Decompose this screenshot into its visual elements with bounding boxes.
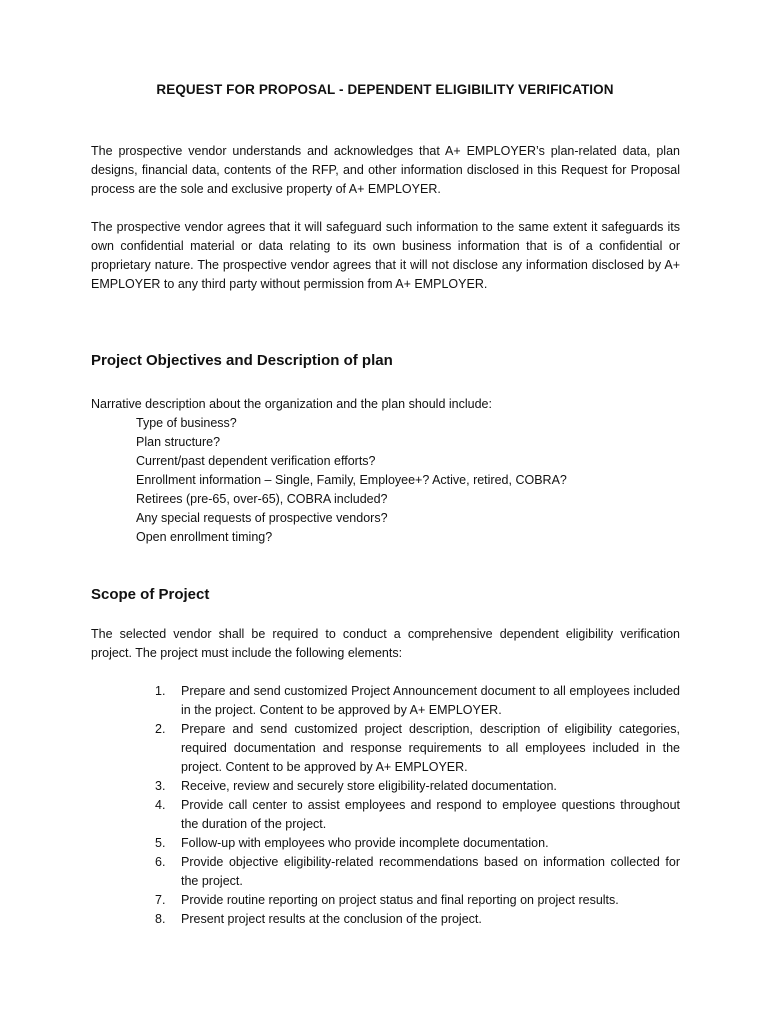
list-item: Any special requests of prospective vendors? [136,511,388,525]
item-number: 1. [155,684,166,698]
item-text: Provide routine reporting on project status and final reporting on project results. [181,893,619,907]
scope-elements-list [155,682,680,929]
item-number: 8. [155,912,166,926]
list-item [155,834,680,853]
scope-intro: The selected vendor shall be required to conduct a comprehensive dependent eligibility verification project. The project must include the following elements: [91,627,680,660]
item-number: 4. [155,798,166,812]
item-number: 5. [155,836,166,850]
item-number: 2. [155,722,166,736]
narrative-intro: Narrative description about the organization and the plan should include: [91,397,492,411]
document-title: REQUEST FOR PROPOSAL - DEPENDENT ELIGIBILITY VERIFICATION [156,82,614,97]
item-text: Receive, review and securely store eligibility-related documentation. [181,779,557,793]
list-item [155,682,680,720]
item-text: Present project results at the conclusion of the project. [181,912,482,926]
item-text: Prepare and send customized Project Announcement document to all employees included in the project. Content to be approved by A+ EMPLOYER. [181,684,680,717]
list-item: Enrollment information – Single, Family, Employee+? Active, retired, COBRA? [136,473,567,487]
item-number: 7. [155,893,166,907]
list-item [155,891,680,910]
scope-heading: Scope of Project [91,586,210,603]
confidentiality-paragraph-2: The prospective vendor agrees that it will safeguard such information to the same extent it safeguards its own confidential material or data relating to its own business information that is of a confidential or proprietary nature. The prospective vendor agrees that it will not disclose any information disclosed by A+ EMPLOYER to any third party without permission from A+ EMPLOYER. [91,220,680,291]
list-item [155,720,680,777]
list-item [155,777,680,796]
item-number: 6. [155,855,166,869]
list-item [155,853,680,891]
objectives-heading: Project Objectives and Description of plan [91,352,393,369]
item-number: 3. [155,779,166,793]
list-item [155,910,680,929]
list-item [155,796,680,834]
list-item: Open enrollment timing? [136,530,273,544]
list-item: Retirees (pre-65, over-65), COBRA included? [136,492,388,506]
list-item: Plan structure? [136,435,221,449]
list-item: Type of business? [136,416,237,430]
item-text: Follow-up with employees who provide incomplete documentation. [181,836,549,850]
item-text: Provide objective eligibility-related recommendations based on information collected for the project. [181,855,680,888]
confidentiality-paragraph-1: The prospective vendor understands and acknowledges that A+ EMPLOYER’s plan-related data, plan designs, financial data, contents of the RFP, and other information disclosed in this Request for Proposal process are the sole and exclusive property of A+ EMPLOYER. [91,144,680,196]
item-text: Prepare and send customized project description, description of eligibility categories, required documentation and response requirements to all employees included in the project. Content to be approved by A+ EMPLOYER. [181,722,680,774]
list-item: Current/past dependent verification efforts? [136,454,376,468]
objectives-question-list [136,414,567,547]
item-text: Provide call center to assist employees and respond to employee questions throughout the duration of the project. [181,798,680,831]
